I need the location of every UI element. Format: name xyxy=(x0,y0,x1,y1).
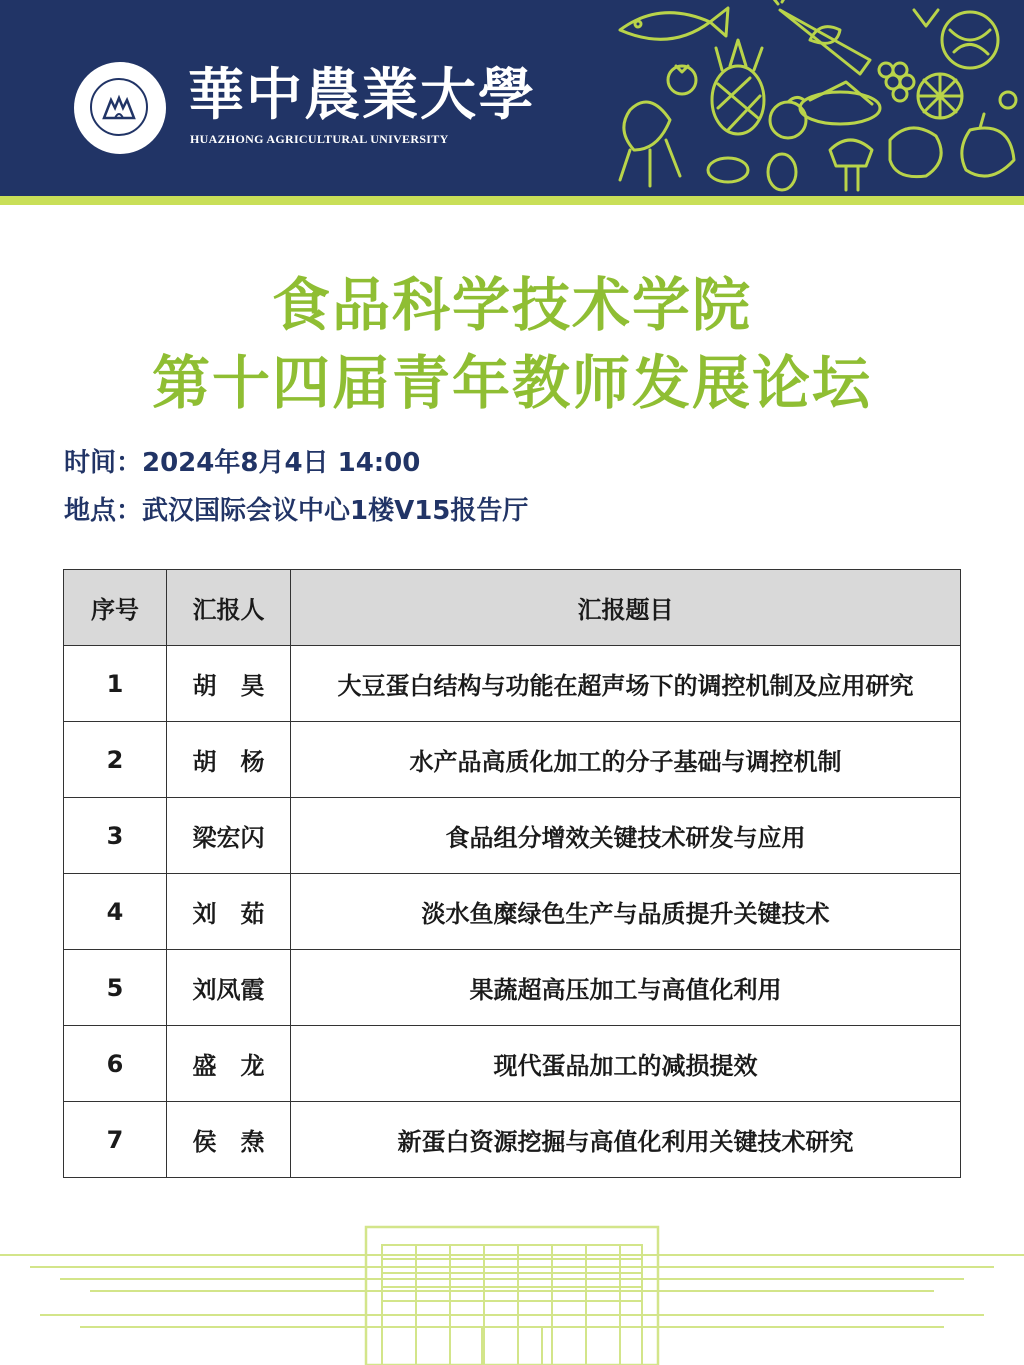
table-row xyxy=(64,950,961,1026)
cell-speaker: 刘 茹 xyxy=(167,874,291,950)
cell-speaker: 侯 焘 xyxy=(167,1102,291,1178)
header-topic: 汇报题目 xyxy=(291,570,961,646)
cell-topic: 现代蛋品加工的减损提效 xyxy=(291,1026,961,1102)
cell-topic: 大豆蛋白结构与功能在超声场下的调控机制及应用研究 xyxy=(291,646,961,722)
cell-speaker: 盛 龙 xyxy=(167,1026,291,1102)
university-name-cn: 華中農業大學 xyxy=(188,62,536,128)
header-banner xyxy=(0,0,1024,196)
header-speaker: 汇报人 xyxy=(167,570,291,646)
table-row xyxy=(64,1026,961,1102)
cell-no: 3 xyxy=(64,798,167,874)
cell-speaker: 梁宏闪 xyxy=(167,798,291,874)
forum-title-line1: 食品科学技术学院 xyxy=(271,271,752,339)
table-row xyxy=(64,798,961,874)
cell-no: 5 xyxy=(64,950,167,1026)
event-time: 时间：2024年8月4日 14:00 xyxy=(64,448,421,478)
cell-no: 4 xyxy=(64,874,167,950)
cell-no: 1 xyxy=(64,646,167,722)
cell-topic: 食品组分增效关键技术研发与应用 xyxy=(291,798,961,874)
cell-topic: 新蛋白资源挖掘与高值化利用关键技术研究 xyxy=(291,1102,961,1178)
table-row xyxy=(64,722,961,798)
table-header-row xyxy=(64,570,961,646)
table-row xyxy=(64,874,961,950)
university-name-en: HUAZHONG AGRICULTURAL UNIVERSITY xyxy=(190,132,449,146)
building-line-art-icon xyxy=(0,1215,1024,1365)
cell-topic: 淡水鱼糜绿色生产与品质提升关键技术 xyxy=(291,874,961,950)
schedule-table xyxy=(63,569,961,1178)
cell-no: 6 xyxy=(64,1026,167,1102)
forum-title-line2: 第十四届青年教师发展论坛 xyxy=(151,349,872,417)
cell-no: 2 xyxy=(64,722,167,798)
table-row xyxy=(64,1102,961,1178)
seal-mountain-icon xyxy=(102,94,136,120)
cell-topic: 水产品高质化加工的分子基础与调控机制 xyxy=(291,722,961,798)
food-line-art-icon xyxy=(610,0,1024,196)
cell-speaker: 胡 杨 xyxy=(167,722,291,798)
header-accent-stripe xyxy=(0,196,1024,205)
event-place: 地点：武汉国际会议中心1楼V15报告厅 xyxy=(64,496,529,526)
cell-speaker: 刘凤霞 xyxy=(167,950,291,1026)
cell-no: 7 xyxy=(64,1102,167,1178)
table-row xyxy=(64,646,961,722)
university-seal-icon xyxy=(74,62,166,154)
cell-speaker: 胡 昊 xyxy=(167,646,291,722)
cell-topic: 果蔬超高压加工与高值化利用 xyxy=(291,950,961,1026)
header-no: 序号 xyxy=(64,570,167,646)
